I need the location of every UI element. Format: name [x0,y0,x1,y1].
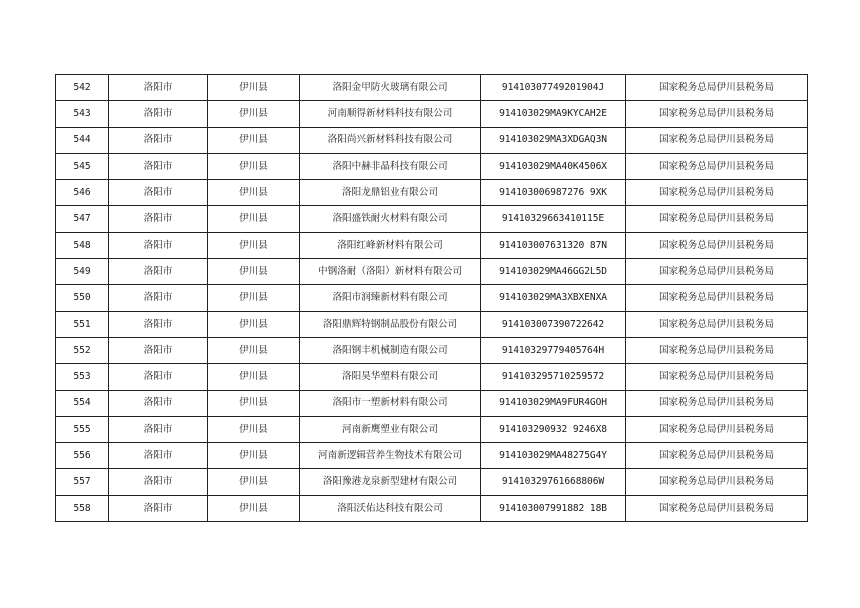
row-number: 553 [56,364,109,390]
tax-authority-cell: 国家税务总局伊川县税务局 [626,337,808,363]
row-number: 558 [56,495,109,521]
table-row [56,416,808,442]
city-cell: 洛阳市 [109,232,208,258]
county-cell: 伊川县 [208,232,300,258]
company-name-cell: 河南顺得新材料科技有限公司 [300,101,481,127]
company-name-cell: 洛阳鼎辉特钢制品股份有限公司 [300,311,481,337]
credit-code-cell: 914103029MA3XBXENXA [481,285,626,311]
credit-code-cell: 91410329663410115E [481,206,626,232]
tax-authority-cell: 国家税务总局伊川县税务局 [626,232,808,258]
row-number: 554 [56,390,109,416]
credit-code-cell: 914103029MA9KYCAH2E [481,101,626,127]
city-cell: 洛阳市 [109,390,208,416]
tax-authority-cell: 国家税务总局伊川县税务局 [626,153,808,179]
city-cell: 洛阳市 [109,285,208,311]
row-number: 546 [56,180,109,206]
taxpayer-table [55,74,808,522]
credit-code-cell: 914103007991882 18B [481,495,626,521]
credit-code-cell: 914103295710259572 [481,364,626,390]
table-row [56,443,808,469]
city-cell: 洛阳市 [109,101,208,127]
table-row [56,390,808,416]
company-name-cell: 河南新逻辑营养生物技术有限公司 [300,443,481,469]
company-name-cell: 洛阳尚兴新材料科技有限公司 [300,127,481,153]
company-name-cell: 洛阳市一塑新材料有限公司 [300,390,481,416]
tax-authority-cell: 国家税务总局伊川县税务局 [626,285,808,311]
credit-code-cell: 914103029MA9FUR4GOH [481,390,626,416]
credit-code-cell: 914103029MA48275G4Y [481,443,626,469]
county-cell: 伊川县 [208,127,300,153]
company-name-cell: 洛阳金甲防火玻璃有限公司 [300,75,481,101]
county-cell: 伊川县 [208,153,300,179]
row-number: 544 [56,127,109,153]
county-cell: 伊川县 [208,443,300,469]
company-name-cell: 洛阳龙鼎铝业有限公司 [300,180,481,206]
table-row [56,127,808,153]
table-row [56,75,808,101]
county-cell: 伊川县 [208,416,300,442]
row-number: 542 [56,75,109,101]
credit-code-cell: 914103029MA46GG2L5D [481,259,626,285]
county-cell: 伊川县 [208,364,300,390]
row-number: 548 [56,232,109,258]
tax-authority-cell: 国家税务总局伊川县税务局 [626,127,808,153]
table-row [56,364,808,390]
credit-code-cell: 91410329761668806W [481,469,626,495]
row-number: 543 [56,101,109,127]
county-cell: 伊川县 [208,259,300,285]
credit-code-cell: 914103007390722642 [481,311,626,337]
tax-authority-cell: 国家税务总局伊川县税务局 [626,311,808,337]
row-number: 549 [56,259,109,285]
row-number: 550 [56,285,109,311]
table-row [56,285,808,311]
county-cell: 伊川县 [208,75,300,101]
credit-code-cell: 914103006987276 9XK [481,180,626,206]
company-name-cell: 洛阳昊华塑料有限公司 [300,364,481,390]
tax-authority-cell: 国家税务总局伊川县税务局 [626,206,808,232]
table-row [56,232,808,258]
table-row [56,469,808,495]
row-number: 555 [56,416,109,442]
table-row [56,337,808,363]
tax-authority-cell: 国家税务总局伊川县税务局 [626,364,808,390]
city-cell: 洛阳市 [109,495,208,521]
row-number: 551 [56,311,109,337]
county-cell: 伊川县 [208,337,300,363]
tax-authority-cell: 国家税务总局伊川县税务局 [626,259,808,285]
table-row [56,101,808,127]
county-cell: 伊川县 [208,101,300,127]
tax-authority-cell: 国家税务总局伊川县税务局 [626,495,808,521]
city-cell: 洛阳市 [109,180,208,206]
tax-authority-cell: 国家税务总局伊川县税务局 [626,180,808,206]
city-cell: 洛阳市 [109,416,208,442]
tax-authority-cell: 国家税务总局伊川县税务局 [626,101,808,127]
row-number: 557 [56,469,109,495]
table-row [56,311,808,337]
county-cell: 伊川县 [208,311,300,337]
row-number: 545 [56,153,109,179]
city-cell: 洛阳市 [109,75,208,101]
table-row [56,180,808,206]
city-cell: 洛阳市 [109,337,208,363]
company-name-cell: 洛阳中赫非晶科技有限公司 [300,153,481,179]
table-row [56,495,808,521]
row-number: 552 [56,337,109,363]
city-cell: 洛阳市 [109,469,208,495]
company-name-cell: 洛阳红峰新材料有限公司 [300,232,481,258]
tax-authority-cell: 国家税务总局伊川县税务局 [626,443,808,469]
tax-authority-cell: 国家税务总局伊川县税务局 [626,390,808,416]
row-number: 547 [56,206,109,232]
city-cell: 洛阳市 [109,311,208,337]
county-cell: 伊川县 [208,206,300,232]
city-cell: 洛阳市 [109,153,208,179]
table-row [56,259,808,285]
county-cell: 伊川县 [208,495,300,521]
company-name-cell: 中钢洛耐（洛阳）新材料有限公司 [300,259,481,285]
company-name-cell: 洛阳豫港龙泉新型建材有限公司 [300,469,481,495]
table-body [56,75,808,522]
tax-authority-cell: 国家税务总局伊川县税务局 [626,75,808,101]
county-cell: 伊川县 [208,469,300,495]
table-row [56,206,808,232]
tax-authority-cell: 国家税务总局伊川县税务局 [626,469,808,495]
company-name-cell: 洛阳市润臻新材料有限公司 [300,285,481,311]
tax-authority-cell: 国家税务总局伊川县税务局 [626,416,808,442]
row-number: 556 [56,443,109,469]
county-cell: 伊川县 [208,285,300,311]
city-cell: 洛阳市 [109,259,208,285]
company-name-cell: 洛阳钢丰机械制造有限公司 [300,337,481,363]
table-row [56,153,808,179]
city-cell: 洛阳市 [109,443,208,469]
county-cell: 伊川县 [208,180,300,206]
company-name-cell: 洛阳沃佑达科技有限公司 [300,495,481,521]
credit-code-cell: 914103007631320 87N [481,232,626,258]
city-cell: 洛阳市 [109,127,208,153]
credit-code-cell: 914103290932 9246X8 [481,416,626,442]
credit-code-cell: 914103029MA40K4506X [481,153,626,179]
city-cell: 洛阳市 [109,364,208,390]
county-cell: 伊川县 [208,390,300,416]
credit-code-cell: 91410307749201904J [481,75,626,101]
company-name-cell: 洛阳盛铁耐火材料有限公司 [300,206,481,232]
credit-code-cell: 91410329779405764H [481,337,626,363]
credit-code-cell: 914103029MA3XDGAQ3N [481,127,626,153]
city-cell: 洛阳市 [109,206,208,232]
company-name-cell: 河南新鹰塑业有限公司 [300,416,481,442]
